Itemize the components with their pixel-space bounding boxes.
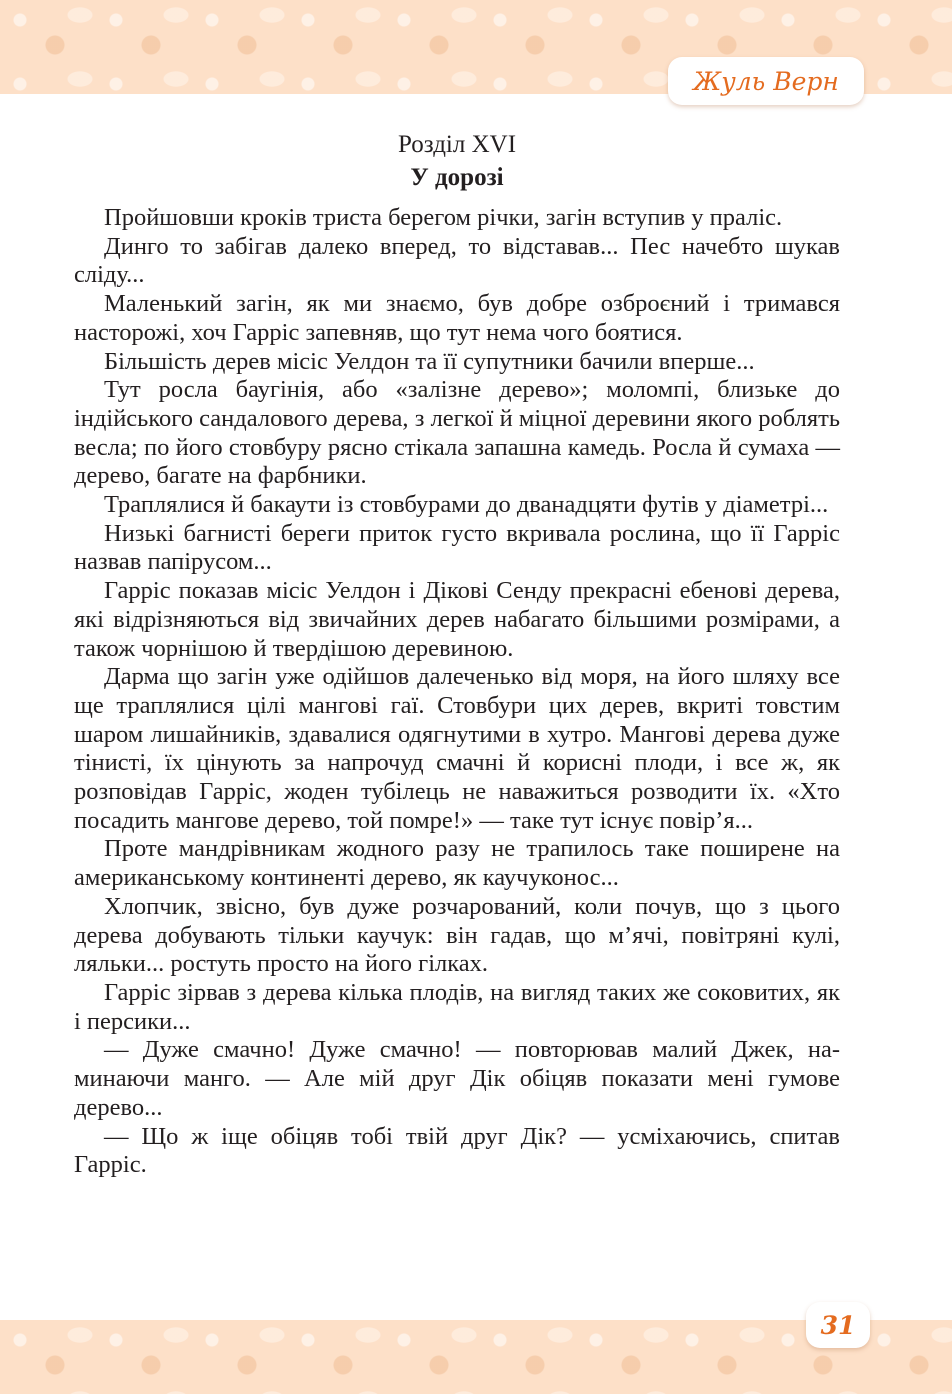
paragraph: — Дуже смачно! Дуже смачно! — повторював малий Джек, наминаючи манго. — Але мій друг Дік обіцяв показати мені гумове дерево... bbox=[74, 1036, 840, 1121]
page-content bbox=[74, 128, 840, 1180]
author-name-tab: Жуль Верн bbox=[668, 57, 864, 105]
paragraph: Пройшовши кроків триста берегом річки, загін вступив у праліс. bbox=[104, 204, 783, 231]
chapter-title: У дорозі bbox=[410, 164, 504, 191]
paragraph: — Що ж іще обіцяв тобі твій друг Дік? — усміхаючись, спитав Гарріс. bbox=[74, 1122, 840, 1179]
paragraph: Гарріс показав місіс Уелдон і Дікові Сенду прекрасні ебенові дерева, які відрізняються від звичайних дерев набагато більшими розмірами, а також чорнішою й твердішою деревиною. bbox=[74, 577, 840, 662]
chapter-number: Розділ XVI bbox=[397, 131, 517, 158]
paragraph: Динго то забігав далеко вперед, то відставав... Пес начебто шукав сліду... bbox=[74, 232, 840, 289]
paragraph: Більшість дерев місіс Уелдон та її супутники бачили вперше... bbox=[104, 347, 755, 375]
paragraph: Хлопчик, звісно, був дуже розчарований, коли почув, що з цього дерева добувають тільки каучук: він гадав, що м’ячі, повітряні кулі, ляльки... ростуть просто на його гілках. bbox=[74, 892, 840, 978]
page-number: 31 bbox=[806, 1302, 870, 1348]
paragraph: Тут росла баугінія, або «залізне дерево»; моломпі, близьке до індійського сандалового дерева, з легкої й міцної деревини якого роблять весла; по його стовбуру рясно стікала запашна камедь. Росла й сумаха — дерево, багате на фарбники. bbox=[74, 376, 840, 490]
paragraph: Траплялися й бакаути із стовбурами до дванадцяти футів у діаметрі... bbox=[104, 491, 829, 519]
paragraph: Гарріс зірвав з дерева кілька плодів, на вигляд таких же соковитих, як і персики... bbox=[74, 978, 840, 1035]
paragraph: Маленький загін, як ми знаємо, був добре озброєний і тримався насторожі, хоч Гарріс запевняв, що тут нема чого боятися. bbox=[74, 290, 840, 346]
paragraph: Низькі багнисті береги приток густо вкривала рослина, що її Гарріс назвав папірусом... bbox=[74, 519, 840, 576]
paragraph: Проте мандрівникам жодного разу не трапилось таке поширене на американському континенті дерево, як каучуконос... bbox=[74, 835, 840, 892]
paragraph: Дарма що загін уже одійшов далеченько від моря, на його шляху все ще траплялися цілі мангові гаї. Стовбури цих дерев, вкриті товстим шаром лишайників, здавалися одягнутими в хутро. Мангові дерева дуже тінисті, їх цінують за напрочуд смачні й корисні плоди, і все ж, як розповідав Гарріс, жоден тубілець не наважиться розводити їх. «Хто посадить мангове дерево, той помре!» — таке тут існує повір’я... bbox=[74, 663, 840, 834]
